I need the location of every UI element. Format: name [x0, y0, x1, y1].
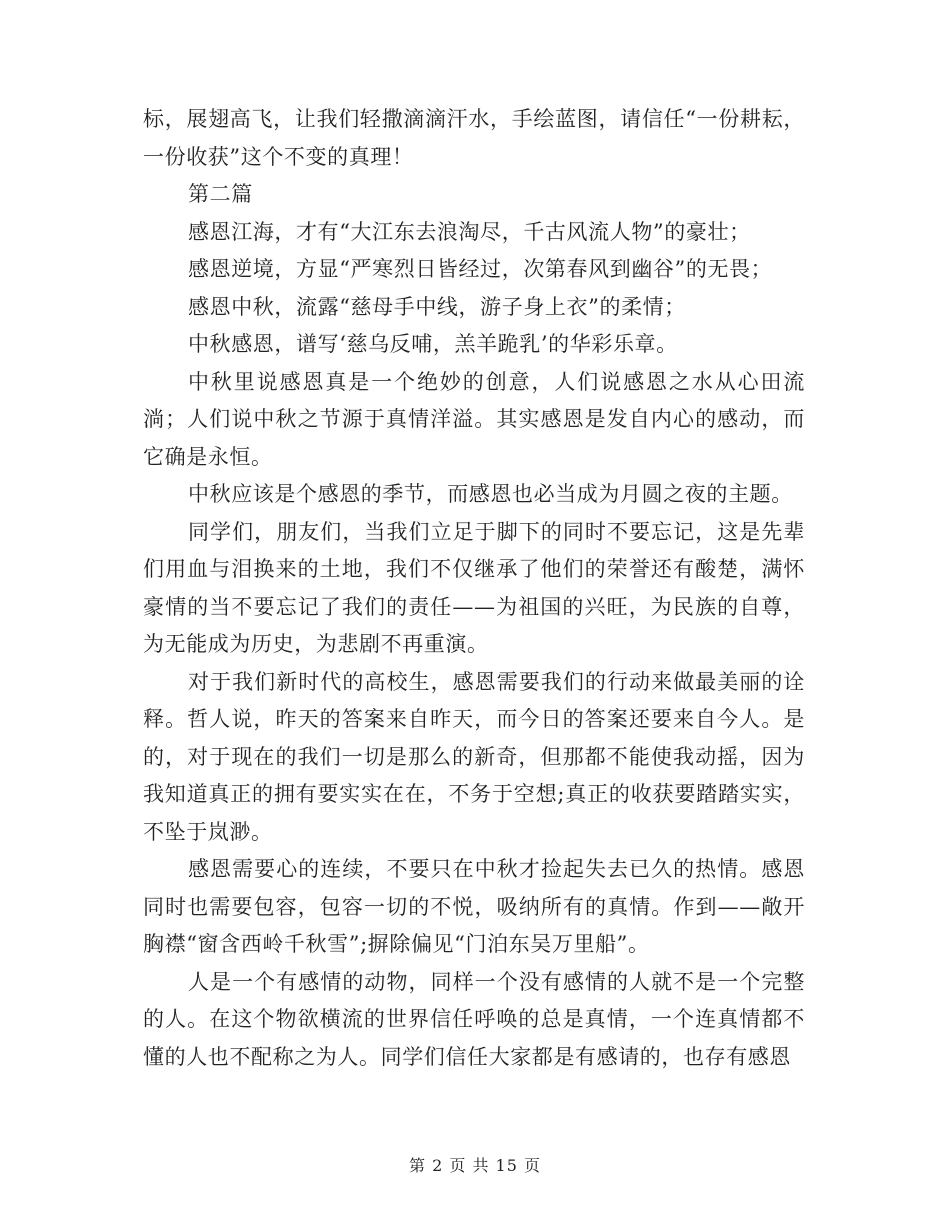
paragraph: 中秋感恩，谱写‘慈乌反哺，羔羊跪乳’的华彩乐章。 [188, 332, 678, 356]
paragraph: 中秋应该是个感恩的季节，而感恩也必当成为月圆之夜的主题。 [188, 482, 793, 506]
page-number-footer: 第 2 页 共 15 页 [409, 1156, 541, 1175]
paragraph: 对于我们新时代的高校生，感恩需要我们的行动来做最美丽的诠释。哲人说，昨天的答案来自昨天，而今日的答案还要来自今人。是的，对于现在的我们一切是那么的新奇，但那都不能使我动摇，因为我知道真正的拥有要实实在在，不务于空想;真正的收获要踏踏实实，不坠于岚渺。 [143, 669, 805, 844]
paragraph: 人是一个有感情的动物，同样一个没有感情的人就不是一个完整的人。在这个物欲横流的世界信任呼唤的总是真情，一个连真情都不懂的人也不配称之为人。同学们信任大家都是有感请的，也存有感恩 [143, 969, 805, 1069]
paragraph: 感恩逆境，方显“严寒烈日皆经过，次第春风到幽谷”的无畏； [188, 257, 773, 281]
paragraph: 感恩江海，才有“大江东去浪淘尽，千古风流人物”的豪壮； [188, 219, 751, 244]
paragraph: 中秋里说感恩真是一个绝妙的创意，人们说感恩之水从心田流淌；人们说中秋之节源于真情洋溢。其实感恩是发自内心的感动，而它确是永恒。 [143, 369, 805, 469]
document-body [143, 101, 805, 1076]
paragraph: 感恩需要心的连续，不要只在中秋才捡起失去已久的热情。感恩同时也需要包容，包容一切的不悦，吸纳所有的真情。作到——敞开胸襟“窗含西岭千秋雪”;摒除偏见“门泊东吴万里船”。 [143, 857, 805, 956]
section-heading: 第二篇 [188, 182, 253, 206]
paragraph-continuation: 标，展翅高飞，让我们轻撒滴滴汗水，手绘蓝图，请信任“一份耕耘，一份收获”这个不变的真理！ [143, 107, 805, 169]
paragraph: 同学们，朋友们，当我们立足于脚下的同时不要忘记，这是先辈们用血与泪换来的土地，我们不仅继承了他们的荣誉还有酸楚，满怀豪情的当不要忘记了我们的责任——为祖国的兴旺，为民族的自尊，为无能成为历史，为悲剧不再重演。 [143, 519, 805, 656]
paragraph: 感恩中秋，流露“慈母手中线，游子身上衣”的柔情； [188, 294, 686, 319]
